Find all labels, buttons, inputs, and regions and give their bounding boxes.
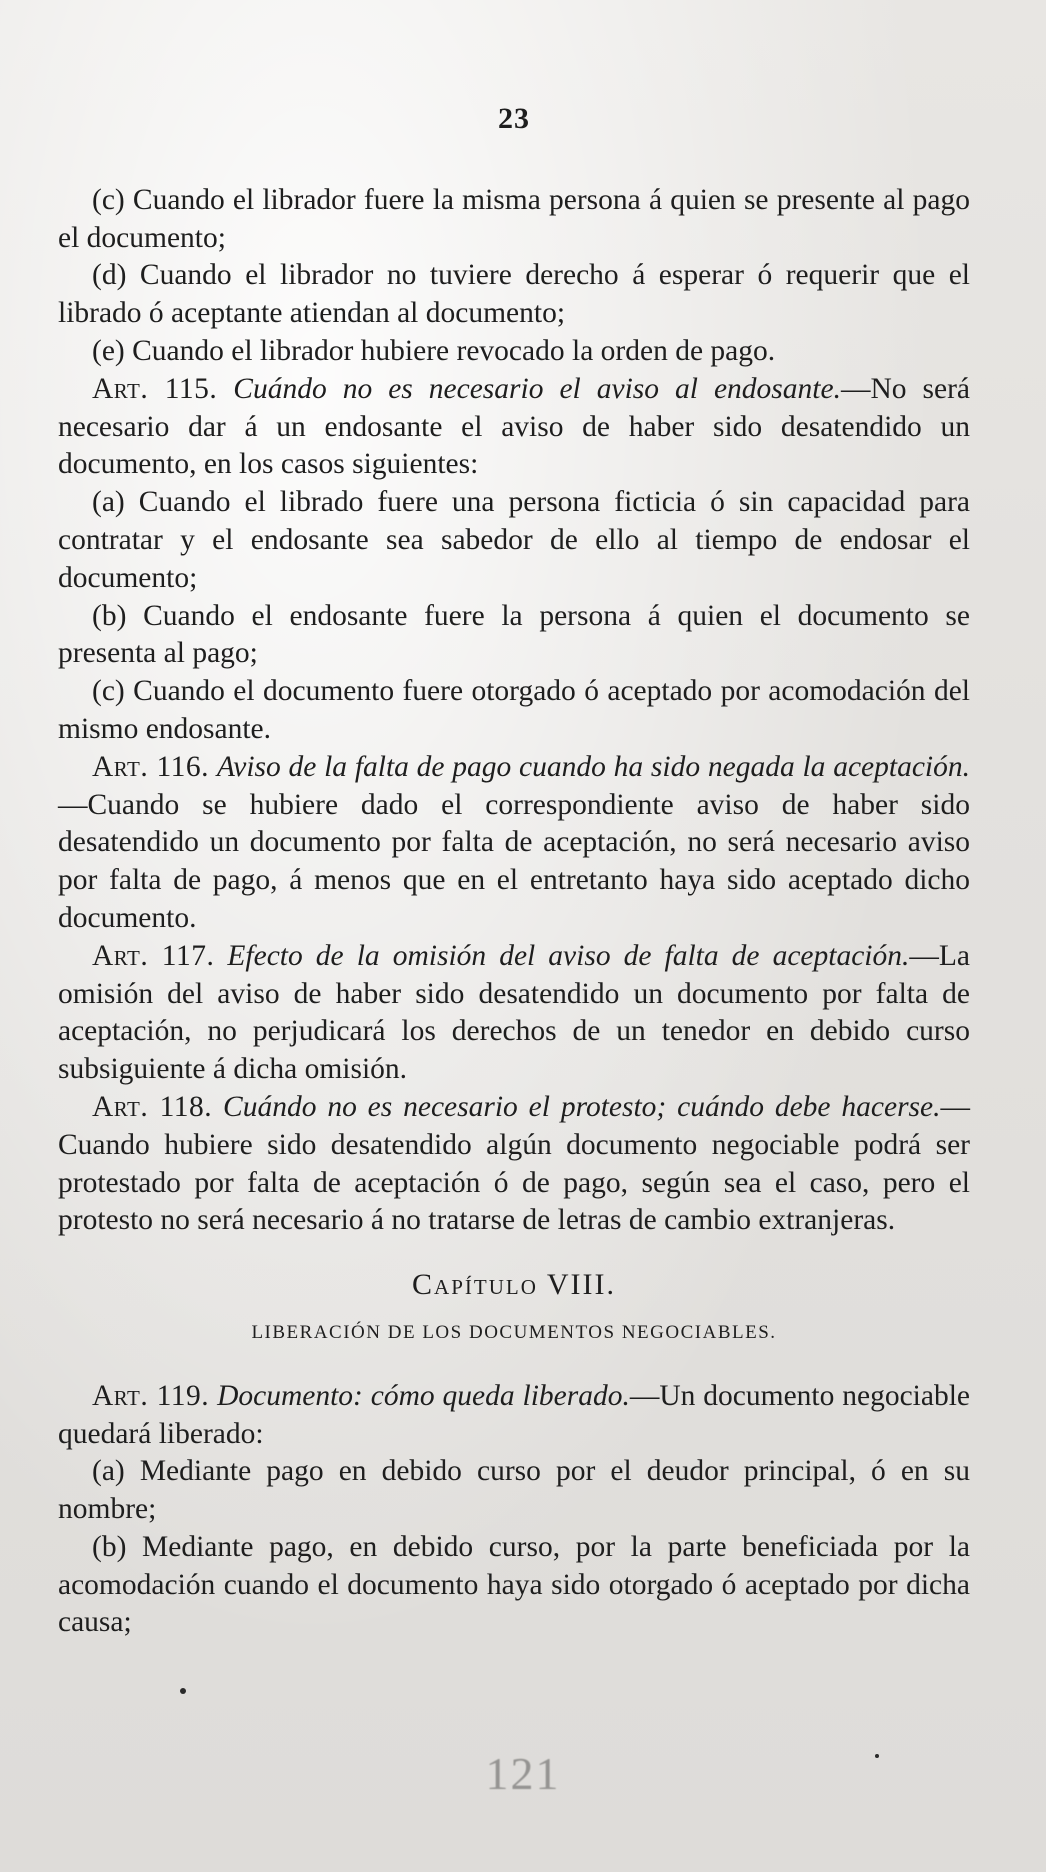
article-title: Aviso de la falta de pago cuando ha sido negada la aceptación. bbox=[216, 750, 970, 783]
clause-b-2: (b) Mediante pago, en debido curso, por la parte beneficiada por la acomodación cuando el documento haya sido otorgado ó aceptado por dicha causa; bbox=[58, 1530, 970, 1639]
article-number: Art. 117. bbox=[92, 939, 215, 972]
clause-e: (e) Cuando el librador hubiere revocado la orden de pago. bbox=[92, 334, 776, 367]
article-text: —Cuando se hubiere dado el correspondiente aviso de haber sido desatendido un documento por falta de aceptación, no será necesario aviso por falta de pago, á menos que en el entretanto haya sido aceptado dicho documento. bbox=[58, 788, 970, 934]
clause-b: (b) Cuando el endosante fuere la persona á quien el documento se presenta al pago; bbox=[58, 599, 970, 670]
article-title: Cuándo no es necesario el protesto; cuándo debe hacerse. bbox=[223, 1090, 941, 1123]
article-title: Documento: cómo queda liberado. bbox=[217, 1379, 630, 1412]
article-text: —Cuando hubiere sido desatendido algún documento negociable podrá ser protestado por falta de aceptación ó de pago, según sea el caso, pero el protesto no será necesario á no tratarse de letras de cambio extranjeras. bbox=[58, 1090, 970, 1237]
page-number: 23 bbox=[498, 102, 530, 135]
chapter-subtitle: LIBERACIÓN DE LOS DOCUMENTOS NEGOCIABLES. bbox=[251, 1321, 777, 1343]
ink-speck bbox=[180, 1688, 186, 1694]
page-body bbox=[58, 100, 970, 1642]
article-number: Art. 116. bbox=[92, 750, 210, 783]
chapter-title: Capítulo VIII. bbox=[412, 1268, 616, 1302]
article-116 bbox=[58, 749, 970, 938]
article-115 bbox=[58, 371, 970, 484]
article-number: Art. 119. bbox=[92, 1379, 210, 1412]
article-text: —La omisión del aviso de haber sido desatendido un documento por falta de aceptación, no perjudicará los derechos de un tenedor en debido curso subsiguiente á dicha omisión. bbox=[58, 939, 970, 1086]
folio-number: 121 bbox=[485, 1748, 561, 1799]
article-text: —No será necesario dar á un endosante el aviso de haber sido desatendido un documento, en los casos siguientes: bbox=[58, 372, 970, 481]
article-number: Art. 115. bbox=[92, 372, 218, 405]
clause-c-2: (c) Cuando el documento fuere otorgado ó aceptado por acomodación del mismo endosante. bbox=[58, 675, 970, 745]
clause-a: (a) Cuando el librado fuere una persona ficticia ó sin capacidad para contratar y el endosante sea sabedor de ello al tiempo de endosar el documento; bbox=[58, 486, 970, 594]
clause-a-2: (a) Mediante pago en debido curso por el deudor principal, ó en su nombre; bbox=[58, 1455, 970, 1526]
clause-c: (c) Cuando el librador fuere la misma persona á quien se presente al pago el documento; bbox=[58, 183, 970, 254]
article-text: —Un documento negociable quedará liberado: bbox=[58, 1379, 970, 1450]
article-title: Efecto de la omisión del aviso de falta de aceptación. bbox=[227, 939, 910, 972]
clause-d: (d) Cuando el librador no tuviere derecho á esperar ó requerir que el librado ó aceptante atiendan al documento; bbox=[58, 259, 970, 330]
article-119 bbox=[58, 1378, 970, 1454]
article-title: Cuándo no es necesario el aviso al endosante. bbox=[233, 372, 841, 405]
article-118 bbox=[58, 1089, 970, 1240]
article-number: Art. 118. bbox=[92, 1090, 213, 1123]
article-117 bbox=[58, 938, 970, 1089]
